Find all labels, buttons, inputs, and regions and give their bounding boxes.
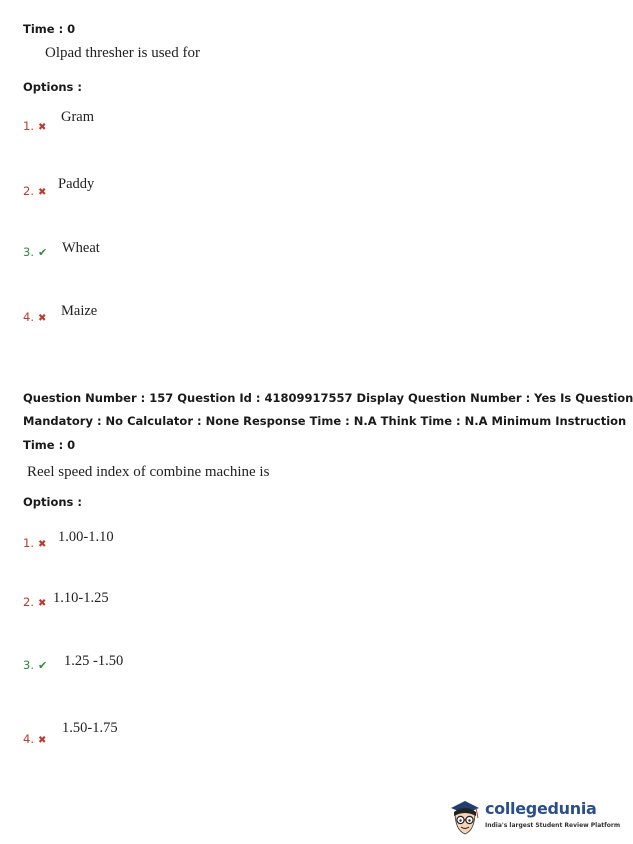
- q1-option-3: [23, 245, 47, 259]
- mascot-icon: [447, 796, 483, 840]
- cross-icon: ✖: [37, 735, 47, 746]
- q1-option-4: [23, 310, 46, 324]
- brand-name: collegedunia: [485, 799, 597, 818]
- option-number: 4.: [23, 310, 34, 324]
- option-number: 1.: [23, 536, 34, 550]
- q1-option-1: [23, 119, 46, 133]
- q2-option-4: [23, 732, 46, 746]
- collegedunia-logo: [447, 796, 621, 840]
- q2-option-2-text: 1.10-1.25: [53, 590, 109, 606]
- q1-option-1-text: Gram: [61, 109, 95, 125]
- option-number: 4.: [23, 732, 34, 746]
- cross-icon: ✖: [37, 313, 47, 324]
- check-icon: ✔: [37, 659, 48, 672]
- cross-icon: ✖: [37, 539, 47, 550]
- option-number: 1.: [23, 119, 34, 133]
- option-number: 2.: [23, 595, 34, 609]
- q2-option-2: [23, 595, 46, 609]
- q2-meta-line-2: Mandatory : No Calculator : None Response Time : N.A Think Time : N.A Minimum Instruction: [23, 414, 627, 428]
- q2-options-label: Options :: [23, 495, 82, 509]
- q2-question-text: Reel speed index of combine machine is: [27, 464, 270, 480]
- q1-time: Time : 0: [23, 22, 76, 36]
- q1-options-label: Options :: [23, 80, 82, 94]
- q1-option-2: [23, 184, 46, 198]
- q2-option-4-text: 1.50-1.75: [62, 720, 118, 736]
- q1-question-text: Olpad thresher is used for: [45, 45, 200, 61]
- cross-icon: ✖: [37, 122, 47, 133]
- q2-option-1: [23, 536, 46, 550]
- cross-icon: ✖: [37, 187, 47, 198]
- q2-option-3-text: 1.25 -1.50: [64, 653, 124, 669]
- q2-time: Time : 0: [23, 438, 76, 452]
- q2-option-1-text: 1.00-1.10: [58, 529, 114, 545]
- q2-meta-line-1: Question Number : 157 Question Id : 41809917557 Display Question Number : Yes Is Question: [23, 391, 633, 405]
- q1-option-2-text: Paddy: [58, 176, 95, 192]
- brand-tagline: India's largest Student Review Platform: [485, 822, 621, 829]
- option-number: 3.: [23, 658, 34, 672]
- q2-option-3: [23, 658, 47, 672]
- q1-option-4-text: Maize: [61, 303, 98, 319]
- cross-icon: ✖: [37, 598, 47, 609]
- option-number: 2.: [23, 184, 34, 198]
- option-number: 3.: [23, 245, 34, 259]
- check-icon: ✔: [37, 246, 48, 259]
- q1-option-3-text: Wheat: [62, 240, 100, 256]
